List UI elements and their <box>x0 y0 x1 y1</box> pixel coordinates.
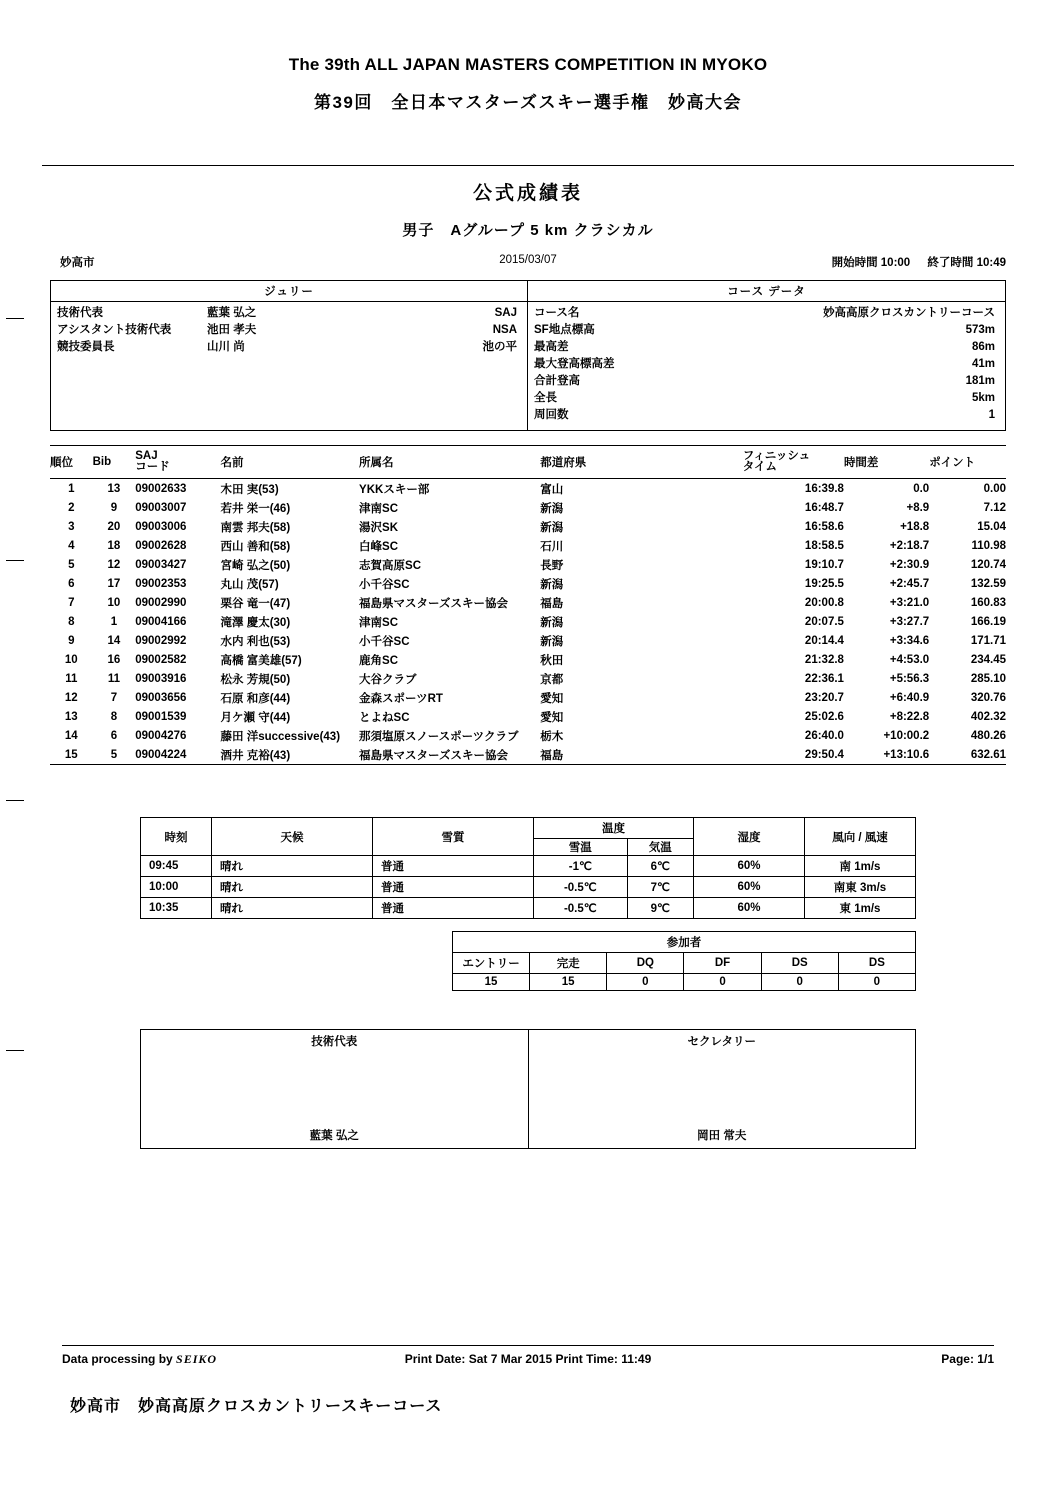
cell-name: 丸山 茂(57) <box>220 578 279 591</box>
signature-right-title: セクレタリー <box>687 1036 757 1048</box>
table-row <box>50 631 1006 650</box>
cell-points: 132.59 <box>970 577 1006 590</box>
event-title: 男子 Aグループ 5 km クラシカル <box>402 222 654 239</box>
cell-time: 16:48.7 <box>804 501 844 514</box>
cell-diff: +4:53.0 <box>889 653 930 666</box>
signature-technical-delegate <box>141 1030 529 1149</box>
cell-bib: 20 <box>107 520 121 533</box>
cell-club: YKKスキー部 <box>359 483 430 496</box>
cell-club: 津南SC <box>359 502 399 515</box>
course-section <box>528 281 1005 430</box>
cell-pref: 愛知 <box>540 711 564 724</box>
print-info: Print Date: Sat 7 Mar 2015 Print Time: 11:49 <box>404 1352 652 1366</box>
start-time: 開始時間 10:00 <box>831 257 911 269</box>
results-table-wrapper <box>50 445 1006 765</box>
participants-header-row <box>453 953 916 974</box>
cell-diff: +10:00.2 <box>883 729 930 742</box>
cell-bib: 12 <box>107 558 121 571</box>
value-dq: 0 <box>607 974 684 991</box>
cell-diff: +2:45.7 <box>889 577 930 590</box>
cell-club: 那須塩原スノースポーツクラブ <box>359 730 519 743</box>
cell-saj: 09002990 <box>135 596 187 609</box>
cell-points: 120.74 <box>970 558 1006 571</box>
header-divider <box>42 165 1014 166</box>
cell-pref: 富山 <box>540 483 564 496</box>
col-name: 名前 <box>221 446 360 479</box>
end-time: 終了時間 10:49 <box>927 257 1006 269</box>
cell-name: 西山 善和(58) <box>220 540 291 553</box>
cell-club: 志賀高原SC <box>359 559 422 572</box>
cell-saj: 09002628 <box>135 539 187 552</box>
jury-federation: NSA <box>492 324 517 336</box>
cell-rank: 5 <box>68 558 75 571</box>
cell-time: 16:58.6 <box>804 520 844 533</box>
table-row <box>50 555 1006 574</box>
document-header <box>0 0 1056 113</box>
cell-diff: +6:40.9 <box>889 691 930 704</box>
table-row <box>50 479 1006 499</box>
cell-points: 632.61 <box>970 748 1006 761</box>
cell-points: 0.00 <box>983 482 1006 495</box>
cell-club: 湯沢SK <box>359 521 399 534</box>
course-row <box>534 305 999 322</box>
signature-right-name: 岡田 常夫 <box>697 1130 747 1142</box>
course-heading: コース データ <box>528 281 1005 302</box>
col-humidity: 湿度 <box>694 818 805 856</box>
cell-saj: 09002582 <box>135 653 187 666</box>
course-value: 86m <box>971 341 995 353</box>
col-time-line1: フィニッシュ <box>742 450 811 462</box>
cell-points: 110.98 <box>971 539 1006 552</box>
cell-name: 松永 芳規(50) <box>220 673 291 686</box>
col-wind: 風向 / 風速 <box>805 818 916 856</box>
jury-role: アシスタント技術代表 <box>57 324 172 336</box>
course-label: 全長 <box>534 392 557 404</box>
course-value: 1 <box>988 409 995 421</box>
cell-club: 津南SC <box>359 616 399 629</box>
cell-weather-time: 10:00 <box>141 877 212 898</box>
venue-name: 妙高市 妙高高原クロスカントリースキーコース <box>70 1398 443 1415</box>
col-df: DF <box>684 953 761 974</box>
course-row <box>534 407 999 424</box>
course-label: SF地点標高 <box>534 324 595 336</box>
cell-time: 26:40.0 <box>804 729 844 742</box>
course-label: 最高差 <box>534 341 569 353</box>
value-ds1: 0 <box>761 974 838 991</box>
cell-pref: 新潟 <box>540 578 564 591</box>
cell-diff: +8:22.8 <box>889 710 930 723</box>
cell-club: 小千谷SC <box>359 635 410 648</box>
table-row <box>50 593 1006 612</box>
cell-air-temp: 6℃ <box>627 856 693 877</box>
cell-humidity: 60% <box>694 856 805 877</box>
cell-saj: 09002353 <box>135 577 187 590</box>
cell-snow-quality: 普通 <box>373 877 534 898</box>
cell-time: 19:25.5 <box>804 577 844 590</box>
table-row <box>50 688 1006 707</box>
jury-role: 技術代表 <box>57 307 103 319</box>
cell-pref: 愛知 <box>540 692 564 705</box>
signature-left-name: 藍葉 弘之 <box>309 1130 359 1142</box>
title-english: The 39th ALL JAPAN MASTERS COMPETITION IN MYOKO <box>288 55 768 74</box>
cell-name: 水内 利也(53) <box>220 635 291 648</box>
participants-table <box>452 931 916 991</box>
cell-bib: 13 <box>107 482 121 495</box>
cell-name: 月ケ瀬 守(44) <box>220 711 291 724</box>
jury-row <box>57 305 521 322</box>
cell-club: 福島県マスターズスキー協会 <box>359 597 508 610</box>
weather-row <box>141 877 916 898</box>
cell-bib: 5 <box>110 748 118 761</box>
cell-club: 金森スポーツRT <box>359 692 443 705</box>
cell-weather-time: 09:45 <box>141 856 212 877</box>
weather-row <box>141 898 916 919</box>
col-finish-time <box>743 446 844 479</box>
table-row <box>50 650 1006 669</box>
cell-points: 402.32 <box>970 710 1006 723</box>
event-date: 2015/03/07 <box>499 254 557 266</box>
signature-table <box>140 1029 916 1149</box>
course-value: 573m <box>965 324 995 336</box>
weather-header-row <box>141 818 916 839</box>
cell-time: 20:14.4 <box>804 634 844 647</box>
value-df: 0 <box>684 974 761 991</box>
col-rank: 順位 <box>50 446 93 479</box>
cell-saj: 09003006 <box>135 520 187 533</box>
results-header-row <box>50 446 1006 479</box>
cell-rank: 3 <box>68 520 75 533</box>
cell-pref: 新潟 <box>540 502 564 515</box>
seiko-logo: SEIKO <box>176 1352 218 1366</box>
col-time-line2: タイム <box>742 461 777 473</box>
signature-secretary <box>528 1030 916 1149</box>
course-label: コース名 <box>534 307 580 319</box>
cell-saj: 09002633 <box>135 482 187 495</box>
cell-diff: +2:30.9 <box>889 558 930 571</box>
col-saj-line2: コード <box>135 461 170 473</box>
jury-federation: SAJ <box>494 307 517 319</box>
col-temperature: 温度 <box>534 818 694 839</box>
cell-time: 22:36.1 <box>804 672 844 685</box>
registration-mark <box>6 318 24 319</box>
col-bib: Bib <box>93 446 136 479</box>
course-label: 最大登高標高差 <box>534 358 615 370</box>
data-processing-label: Data processing by <box>62 1352 173 1366</box>
value-entry: 15 <box>453 974 530 991</box>
col-weather-sky: 天候 <box>212 818 373 856</box>
cell-saj: 09001539 <box>135 710 187 723</box>
cell-air-temp: 7℃ <box>627 877 693 898</box>
col-ds2: DS <box>838 953 915 974</box>
course-row <box>534 339 999 356</box>
cell-bib: 11 <box>107 672 121 685</box>
col-entry: エントリー <box>453 953 530 974</box>
cell-pref: 福島 <box>540 597 564 610</box>
cell-rank: 10 <box>64 653 78 666</box>
table-row <box>50 745 1006 764</box>
cell-diff: +13:10.6 <box>883 748 930 761</box>
cell-pref: 京都 <box>540 673 564 686</box>
cell-rank: 14 <box>64 729 78 742</box>
col-dq: DQ <box>607 953 684 974</box>
cell-club: 白峰SC <box>359 540 399 553</box>
cell-time: 21:32.8 <box>804 653 844 666</box>
cell-points: 171.71 <box>970 634 1006 647</box>
cell-points: 160.83 <box>970 596 1006 609</box>
cell-pref: 栃木 <box>540 730 564 743</box>
col-time-diff: 時間差 <box>844 446 929 479</box>
participants-values-row <box>453 974 916 991</box>
course-label: 周回数 <box>534 409 569 421</box>
col-snow-quality: 雪質 <box>373 818 534 856</box>
cell-time: 25:02.6 <box>804 710 844 723</box>
jury-name: 山川 尚 <box>207 341 245 353</box>
cell-rank: 1 <box>68 482 75 495</box>
times-block <box>818 254 1006 270</box>
cell-rank: 7 <box>68 596 75 609</box>
cell-rank: 11 <box>65 672 78 685</box>
cell-snow-temp: -0.5℃ <box>534 898 628 919</box>
cell-points: 234.45 <box>970 653 1006 666</box>
jury-name: 池田 孝夫 <box>207 324 257 336</box>
cell-name: 藤田 洋successive(43) <box>220 730 341 743</box>
cell-pref: 石川 <box>540 540 564 553</box>
city-label: 妙高市 <box>60 257 95 269</box>
col-saj-line1: SAJ <box>135 450 158 462</box>
cell-pref: 福島 <box>540 749 564 762</box>
value-finished: 15 <box>530 974 607 991</box>
cell-bib: 10 <box>107 596 121 609</box>
cell-diff: +18.8 <box>900 520 930 533</box>
cell-points: 285.10 <box>970 672 1006 685</box>
cell-name: 南雲 邦夫(58) <box>220 521 291 534</box>
col-club: 所属名 <box>359 446 540 479</box>
jury-heading: ジュリー <box>51 281 527 302</box>
table-row <box>50 612 1006 631</box>
course-row <box>534 356 999 373</box>
course-value: 妙高高原クロスカントリーコース <box>823 307 995 319</box>
cell-pref: 新潟 <box>540 635 564 648</box>
cell-saj: 09004224 <box>135 748 187 761</box>
cell-rank: 15 <box>64 748 78 761</box>
cell-saj: 09003656 <box>135 691 187 704</box>
cell-diff: +5:56.3 <box>889 672 930 685</box>
course-value: 41m <box>971 358 995 370</box>
table-row <box>50 726 1006 745</box>
cell-club: 福島県マスターズスキー協会 <box>359 749 508 762</box>
table-row <box>50 669 1006 688</box>
cell-snow-temp: -1℃ <box>534 856 628 877</box>
course-row <box>534 322 999 339</box>
cell-bib: 7 <box>110 691 118 704</box>
table-row <box>50 498 1006 517</box>
col-snow-temp: 雪温 <box>534 839 628 856</box>
table-row <box>50 517 1006 536</box>
weather-row <box>141 856 916 877</box>
cell-pref: 秋田 <box>540 654 564 667</box>
course-label: 合計登高 <box>534 375 580 387</box>
cell-club: 大谷クラブ <box>359 673 417 686</box>
jury-role: 競技委員長 <box>57 341 115 353</box>
cell-humidity: 60% <box>694 877 805 898</box>
table-row <box>50 536 1006 555</box>
jury-row <box>57 339 521 356</box>
jury-row <box>57 322 521 339</box>
value-ds2: 0 <box>838 974 915 991</box>
cell-wind: 南 1m/s <box>805 856 916 877</box>
jury-name: 藍葉 弘之 <box>207 307 257 319</box>
cell-rank: 13 <box>64 710 78 723</box>
course-value: 181m <box>965 375 995 387</box>
cell-rank: 2 <box>68 501 75 514</box>
cell-rank: 8 <box>68 615 75 628</box>
cell-rank: 12 <box>64 691 78 704</box>
cell-diff: +2:18.7 <box>889 539 930 552</box>
table-row <box>50 574 1006 593</box>
cell-rank: 9 <box>68 634 75 647</box>
course-value: 5km <box>971 392 995 404</box>
jury-course-box <box>50 280 1006 431</box>
document-meta <box>42 254 1014 272</box>
cell-weather-sky: 晴れ <box>212 877 373 898</box>
cell-pref: 新潟 <box>540 616 564 629</box>
col-ds1: DS <box>761 953 838 974</box>
cell-time: 20:07.5 <box>804 615 844 628</box>
cell-name: 宮崎 弘之(50) <box>220 559 291 572</box>
cell-points: 7.12 <box>983 501 1006 514</box>
cell-saj: 09003916 <box>135 672 187 685</box>
cell-wind: 東 1m/s <box>805 898 916 919</box>
cell-bib: 9 <box>110 501 118 514</box>
cell-points: 15.04 <box>977 520 1006 533</box>
registration-mark <box>6 560 24 561</box>
cell-bib: 1 <box>110 615 118 628</box>
cell-air-temp: 9℃ <box>627 898 693 919</box>
footer-divider <box>62 1345 994 1346</box>
cell-name: 酒井 克裕(43) <box>220 749 291 762</box>
cell-diff: +3:34.6 <box>889 634 930 647</box>
course-row <box>534 373 999 390</box>
cell-saj: 09004276 <box>135 729 187 742</box>
cell-diff: 0.0 <box>913 482 930 495</box>
cell-snow-quality: 普通 <box>373 856 534 877</box>
cell-time: 16:39.8 <box>804 482 844 495</box>
cell-name: 木田 実(53) <box>220 483 279 496</box>
cell-points: 480.26 <box>970 729 1006 742</box>
title-japanese: 第39回 全日本マスターズスキー選手権 妙高大会 <box>313 93 743 112</box>
col-prefecture: 都道府県 <box>540 446 742 479</box>
participants-title: 参加者 <box>453 932 916 953</box>
cell-rank: 4 <box>68 539 75 552</box>
cell-bib: 16 <box>107 653 121 666</box>
cell-weather-time: 10:35 <box>141 898 212 919</box>
course-row <box>534 390 999 407</box>
cell-pref: 新潟 <box>540 521 564 534</box>
signature-left-title: 技術代表 <box>311 1036 358 1048</box>
cell-bib: 6 <box>110 729 118 742</box>
cell-points: 320.76 <box>970 691 1006 704</box>
cell-bib: 18 <box>107 539 121 552</box>
cell-name: 若井 栄一(46) <box>220 502 291 515</box>
cell-points: 166.19 <box>970 615 1006 628</box>
cell-saj: 09003007 <box>135 501 187 514</box>
cell-bib: 14 <box>107 634 121 647</box>
cell-saj: 09004166 <box>135 615 187 628</box>
col-weather-time: 時刻 <box>141 818 212 856</box>
results-table <box>50 446 1006 764</box>
jury-section <box>51 281 528 430</box>
cell-snow-temp: -0.5℃ <box>534 877 628 898</box>
cell-weather-sky: 晴れ <box>212 856 373 877</box>
cell-diff: +8.9 <box>906 501 930 514</box>
jury-federation: 池の平 <box>482 341 517 353</box>
cell-humidity: 60% <box>694 898 805 919</box>
cell-club: とよねSC <box>359 711 410 724</box>
cell-wind: 南東 3m/s <box>805 877 916 898</box>
cell-bib: 8 <box>110 710 118 723</box>
page-number: Page: 1/1 <box>941 1352 994 1366</box>
results-body <box>50 479 1006 765</box>
cell-name: 石原 和彦(44) <box>220 692 291 705</box>
table-row <box>50 707 1006 726</box>
cell-weather-sky: 晴れ <box>212 898 373 919</box>
cell-time: 18:58.5 <box>804 539 844 552</box>
cell-name: 栗谷 竜一(47) <box>220 597 291 610</box>
cell-time: 19:10.7 <box>804 558 844 571</box>
cell-saj: 09002992 <box>135 634 187 647</box>
cell-bib: 17 <box>107 577 121 590</box>
cell-snow-quality: 普通 <box>373 898 534 919</box>
cell-saj: 09003427 <box>135 558 187 571</box>
col-air-temp: 気温 <box>627 839 693 856</box>
signature-row <box>141 1030 916 1149</box>
cell-name: 滝澤 慶太(30) <box>220 616 291 629</box>
official-results-title: 公式成績表 <box>472 183 583 204</box>
cell-diff: +3:21.0 <box>889 596 930 609</box>
participants-title-row <box>453 932 916 953</box>
cell-pref: 長野 <box>540 559 564 572</box>
cell-rank: 6 <box>68 577 75 590</box>
cell-club: 鹿角SC <box>359 654 399 667</box>
weather-table <box>140 817 916 919</box>
cell-time: 20:00.8 <box>804 596 844 609</box>
document-footer <box>62 1352 994 1372</box>
cell-time: 29:50.4 <box>804 748 844 761</box>
col-points: ポイント <box>929 446 1006 479</box>
cell-diff: +3:27.7 <box>889 615 930 628</box>
cell-name: 高橋 富美雄(57) <box>220 654 302 667</box>
registration-mark <box>6 1050 24 1051</box>
cell-time: 23:20.7 <box>804 691 844 704</box>
registration-mark <box>6 800 24 801</box>
cell-club: 小千谷SC <box>359 578 410 591</box>
col-finished: 完走 <box>530 953 607 974</box>
col-saj-code <box>135 446 220 479</box>
